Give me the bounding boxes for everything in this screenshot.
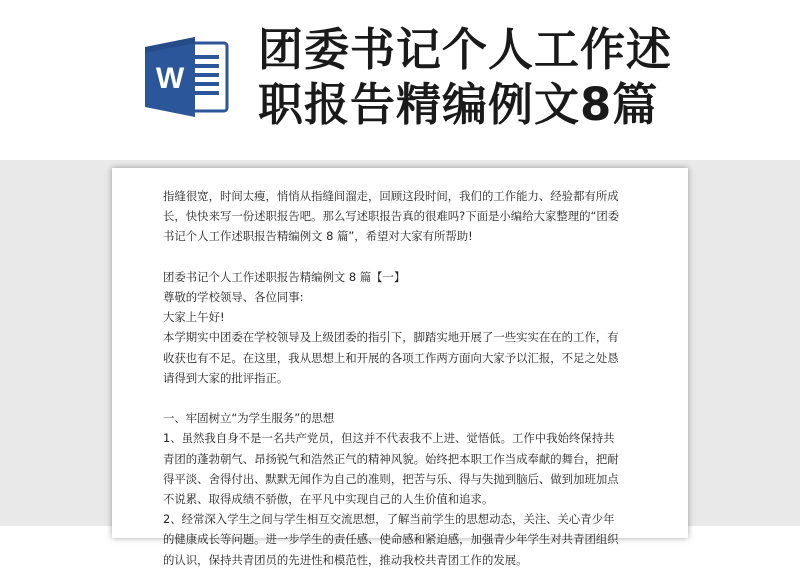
document-line: 一、牢固树立“为学生服务”的思想: [163, 411, 335, 426]
document-line: 收获也有不足。在这里，我从思想上和开展的各项工作两方面向大家予以汇报，不足之处恳: [163, 350, 619, 365]
word-icon-letter: W: [155, 62, 185, 95]
document-line: 得平淡、舍得付出、默默无闻作为自己的准则，把苦与乐、得与失抛到脑后、做到加班加点: [163, 471, 619, 486]
document-line: 1、虽然我自身不是一名共产党员，但这并不代表我不上进、觉悟低。工作中我始终保持共: [163, 431, 615, 446]
document-line: 的认识，保持共青团员的先进性和模范性，推动我校共青团工作的发展。: [163, 552, 528, 567]
word-document-icon: [143, 33, 231, 121]
document-line: 尊敬的学校领导、各位同事:: [163, 290, 304, 304]
document-page: [112, 168, 688, 567]
document-line: 书记个人工作述职报告精编例文 8 篇”，希望对大家有所帮助!: [163, 229, 473, 244]
document-line: 长，快快来写一份述职报告吧。那么写述职报告真的很难吗?下面是小编给大家整理的“团委: [163, 209, 620, 224]
page-title: [258, 22, 778, 132]
document-line: 大家上午好!: [163, 310, 225, 325]
title-line-2: 职报告精编例文8篇: [258, 78, 659, 131]
document-line: 的健康成长等问题。进一步学生的责任感、使命感和紧迫感，加强青少年学生对共青团组织: [163, 532, 619, 547]
document-line: 青团的蓬勃朝气、昂扬锐气和浩然正气的精神风貌。始终把本职工作当成奉献的舞台，把耐: [163, 451, 619, 466]
document-line: 本学期实中团委在学校领导及上级团委的指引下，脚踏实地开展了一些实实在在的工作，有: [163, 330, 619, 345]
header: [0, 0, 800, 160]
document-line: 请得到大家的批评指正。: [163, 370, 289, 385]
document-line: 2、经常深入学生之间与学生相互交流思想，了解当前学生的思想动态，关注、关心青少年: [163, 512, 615, 527]
document-body: [163, 186, 641, 570]
document-line: 不说累、取得成绩不骄傲，在平凡中实现自己的人生价值和追求。: [163, 492, 494, 507]
title-line-1: 团委书记个人工作述: [258, 23, 673, 76]
blank-line: [163, 247, 641, 267]
document-line: 团委书记个人工作述职报告精编例文 8 篇【一】: [163, 269, 406, 284]
blank-line: [163, 388, 641, 408]
document-line: 指缝很宽，时间太瘦，悄悄从指缝间溜走，回顾这段时间，我们的工作能力、经验都有所成: [163, 189, 619, 203]
